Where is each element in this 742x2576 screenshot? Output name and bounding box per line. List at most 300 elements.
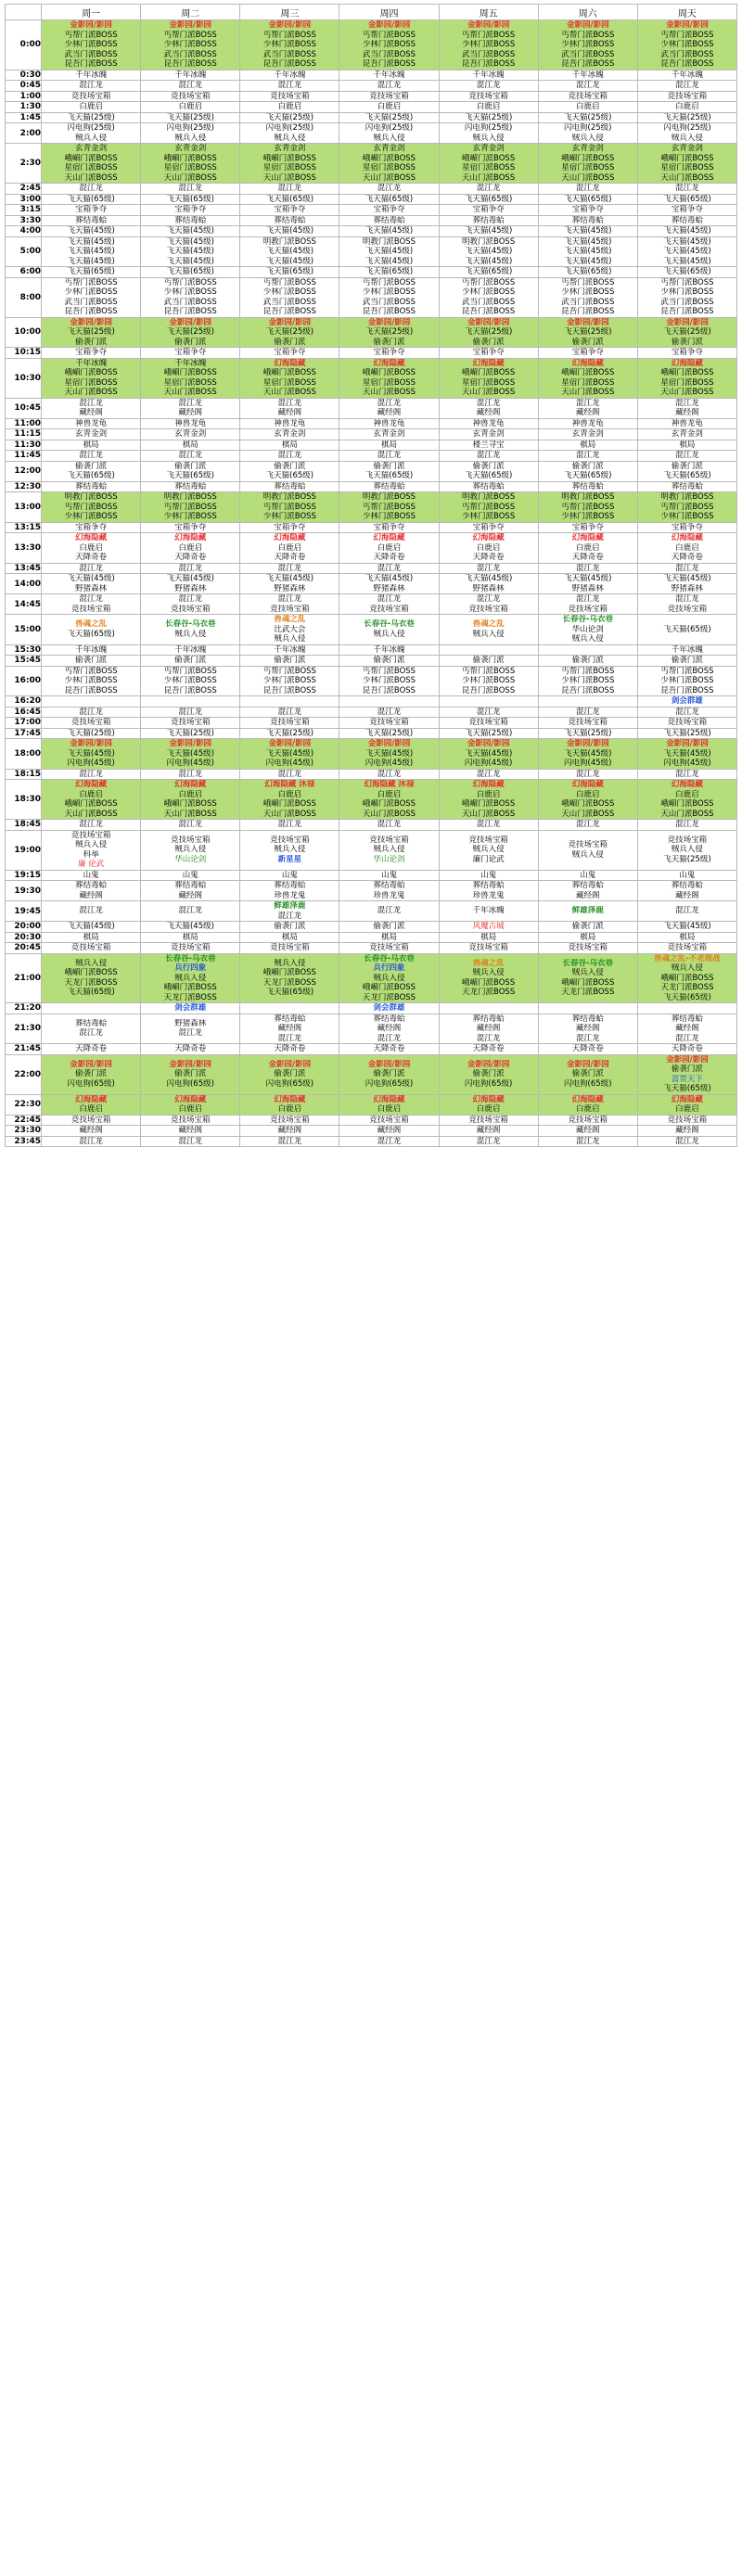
event-label: 混江龙: [377, 820, 402, 829]
event-label: 天降奇卷: [274, 553, 306, 562]
event-label: 飞天猫(45级): [265, 748, 314, 759]
event-label: 飞天猫(65级): [166, 471, 214, 480]
header-day-thu: 周四: [339, 5, 439, 20]
event-label: 混江龙: [79, 81, 103, 90]
schedule-row: [6, 398, 737, 418]
schedule-row: [6, 932, 737, 943]
event-label: 幻海隐藏: [472, 1094, 505, 1104]
event-label: 飞天猫(45级): [67, 256, 115, 266]
schedule-cell: [637, 358, 736, 398]
event-label: 少林门派BOSS: [561, 676, 615, 685]
schedule-cell: [439, 563, 538, 574]
event-label: 混江龙: [79, 1028, 103, 1039]
event-label: 昆吾门派BOSS: [163, 59, 217, 69]
row-time-label: 11:45: [6, 451, 42, 462]
schedule-cell: [339, 1126, 439, 1137]
event-label: 混江龙: [377, 1033, 402, 1043]
event-label: 武当门派BOSS: [64, 49, 118, 59]
event-label: 闪电狗(45级): [663, 759, 711, 768]
event-label: 白鹿启: [476, 789, 501, 799]
event-label: 星宿门派BOSS: [462, 163, 516, 172]
event-label: 金影园/影园: [268, 20, 312, 30]
event-label: 金影园/影园: [566, 1059, 609, 1069]
schedule-row: [6, 492, 737, 523]
event-label: 葬结毒蛤: [571, 881, 604, 890]
schedule-cell: [538, 81, 637, 92]
event-label: 金影园/影园: [169, 20, 212, 30]
event-label: 飞天猫(45级): [166, 748, 214, 759]
event-label: 宝箱争夺: [571, 348, 604, 357]
schedule-cell: [339, 922, 439, 933]
event-label: 峨嵋门派BOSS: [64, 968, 118, 978]
schedule-cell: [141, 1126, 240, 1137]
schedule-cell: [538, 277, 637, 317]
schedule-cell: [637, 123, 736, 144]
schedule-cell: [538, 574, 637, 594]
event-label: 天降奇卷: [75, 553, 108, 562]
schedule-cell: [339, 932, 439, 943]
event-label: 天山门派BOSS: [462, 809, 516, 819]
event-label: 飞天猫(45级): [166, 236, 214, 247]
event-label: 混江龙: [476, 81, 501, 90]
schedule-cell: [637, 184, 736, 195]
schedule-cell: [339, 830, 439, 870]
schedule-cell: [637, 194, 736, 205]
event-label: 混江龙: [79, 594, 103, 604]
schedule-cell: [439, 1094, 538, 1115]
event-label: 丐帮门派BOSS: [163, 277, 217, 287]
event-label: 闪电狗(45级): [464, 759, 513, 768]
event-label: 竞技场宝箱: [568, 604, 608, 614]
schedule-row: [6, 81, 737, 92]
event-label: 天山门派BOSS: [262, 809, 316, 819]
event-label: 武当门派BOSS: [262, 297, 316, 307]
event-label: 峨嵋门派BOSS: [163, 983, 217, 992]
event-label: 兵行四象: [373, 963, 405, 973]
event-label: 天山门派BOSS: [64, 809, 118, 819]
schedule-cell: [240, 656, 339, 667]
event-label: 竞技场宝箱: [568, 718, 608, 727]
event-label: 鲜雄泽鹿: [571, 906, 604, 916]
schedule-cell: [538, 780, 637, 820]
event-label: 幻海隐藏: [571, 533, 604, 542]
event-label: 峨嵋门派BOSS: [462, 368, 516, 377]
event-label: 飞天猫(65级): [663, 624, 711, 634]
event-label: 混江龙: [79, 563, 103, 573]
event-label: 峨嵋门派BOSS: [362, 153, 416, 163]
event-label: 棋局: [281, 932, 298, 942]
event-label: 峨嵋门派BOSS: [660, 799, 714, 809]
schedule-cell: [637, 461, 736, 481]
event-label: 幻海隐藏: [274, 1094, 306, 1104]
event-label: 混江龙: [79, 707, 103, 717]
schedule-cell: [439, 707, 538, 718]
schedule-row: [6, 194, 737, 205]
schedule-cell: [637, 728, 736, 739]
event-label: 白鹿启: [675, 789, 699, 799]
schedule-cell: [339, 728, 439, 739]
event-label: 玄青金剑: [274, 144, 306, 153]
event-label: 飞天猫(25级): [564, 728, 612, 738]
event-label: 玄青金剑: [472, 144, 505, 153]
schedule-row: [6, 267, 737, 278]
schedule-cell: [538, 615, 637, 645]
event-label: 兽魂之乱-不老阁战: [654, 953, 721, 963]
event-label: 闪电狗(45级): [365, 759, 414, 768]
schedule-cell: [240, 451, 339, 462]
event-label: 葬结毒蛤: [274, 215, 306, 225]
schedule-cell: [538, 1136, 637, 1147]
event-label: 山鬼: [480, 870, 497, 880]
event-label: 混江龙: [576, 594, 600, 604]
event-label: 闪电狗(65级): [464, 1078, 513, 1089]
schedule-row: [6, 594, 737, 615]
event-label: 丐帮门派BOSS: [64, 277, 118, 287]
schedule-cell: [339, 820, 439, 831]
schedule-cell: [42, 594, 141, 615]
event-label: 幻海隐藏: [671, 358, 703, 368]
event-label: 昆吾门派BOSS: [362, 685, 416, 695]
schedule-cell: [339, 481, 439, 492]
event-label: 剑会群雄: [373, 1003, 405, 1013]
row-time-label: 18:15: [6, 769, 42, 780]
event-label: 贼兵入侵: [174, 973, 207, 983]
event-label: 少林门派BOSS: [64, 512, 118, 521]
event-label: 闪电狗(65级): [265, 1078, 314, 1089]
event-label: 神兽龙龟: [75, 418, 108, 428]
schedule-cell: [339, 1115, 439, 1126]
schedule-cell: [538, 215, 637, 226]
row-time-label: 19:45: [6, 901, 42, 922]
event-label: 丐帮门派BOSS: [561, 30, 615, 40]
event-label: 少林门派BOSS: [163, 40, 217, 49]
event-label: 天山门派BOSS: [362, 809, 416, 819]
event-label: 武当门派BOSS: [163, 49, 217, 59]
event-label: 混江龙: [178, 820, 202, 829]
schedule-cell: [42, 1044, 141, 1055]
event-label: 天降奇卷: [671, 1044, 703, 1053]
event-label: 飞天猫(65级): [265, 988, 314, 998]
event-label: 葬结毒蛤: [274, 1014, 306, 1024]
event-label: 竞技场宝箱: [468, 1115, 508, 1125]
event-label: 混江龙: [79, 820, 103, 829]
row-time-label: 18:30: [6, 780, 42, 820]
row-time-label: 11:15: [6, 429, 42, 440]
event-label: 竞技场宝箱: [170, 1115, 211, 1125]
row-time-label: 20:30: [6, 932, 42, 943]
schedule-cell: [141, 81, 240, 92]
schedule-cell: [141, 739, 240, 770]
schedule-cell: [637, 1094, 736, 1115]
schedule-cell: [538, 901, 637, 922]
schedule-cell: [439, 112, 538, 123]
event-label: 昆吾门派BOSS: [462, 685, 516, 695]
row-time-label: 6:00: [6, 267, 42, 278]
schedule-cell: [141, 358, 240, 398]
event-label: 千年冰魄: [274, 70, 306, 80]
event-label: 飞天猫(45级): [663, 236, 711, 247]
row-time-label: 2:45: [6, 184, 42, 195]
event-label: 飞天猫(65级): [663, 471, 711, 480]
event-label: 偷袭门派: [174, 656, 207, 665]
event-label: 白鹿启: [178, 789, 202, 799]
schedule-row: [6, 205, 737, 216]
schedule-cell: [42, 317, 141, 348]
event-label: 飞天猫(45级): [365, 748, 414, 759]
event-label: 白鹿启: [277, 542, 302, 553]
event-label: 金影园/影园: [467, 317, 510, 327]
row-time-label: 12:00: [6, 461, 42, 481]
schedule-cell: [637, 348, 736, 359]
row-time-label: 18:45: [6, 820, 42, 831]
schedule-cell: [637, 81, 736, 92]
event-label: 昆吾门派BOSS: [262, 59, 316, 69]
event-label: 竞技场宝箱: [667, 835, 708, 845]
schedule-cell: [637, 901, 736, 922]
event-label: 葬结毒蛤: [472, 215, 505, 225]
schedule-cell: [439, 481, 538, 492]
event-label: 天降奇卷: [174, 553, 207, 562]
event-label: 长春谷-乌衣巷: [562, 615, 614, 624]
event-label: 棋局: [580, 932, 596, 942]
event-label: 幻海隐藏: [274, 533, 306, 542]
row-time-label: 2:00: [6, 123, 42, 144]
event-label: 偷袭门派: [75, 1069, 108, 1079]
event-label: 混江龙: [576, 707, 600, 717]
schedule-cell: [42, 696, 141, 708]
schedule-cell: [538, 429, 637, 440]
schedule-cell: [141, 932, 240, 943]
event-label: 混江龙: [277, 81, 302, 90]
schedule-cell: [339, 1094, 439, 1115]
event-label: 飞天猫(45级): [564, 226, 612, 236]
schedule-row: [6, 461, 737, 481]
event-label: 昆吾门派BOSS: [561, 685, 615, 695]
event-label: 混江龙: [377, 769, 402, 779]
event-label: 闪电狗(25级): [67, 123, 115, 133]
event-label: 竞技场宝箱: [170, 943, 211, 952]
event-label: 金影园/影园: [566, 317, 609, 327]
event-label: 混江龙: [377, 594, 402, 604]
schedule-row: [6, 780, 737, 820]
schedule-cell: [240, 277, 339, 317]
event-label: 棋局: [679, 440, 696, 450]
event-label: 少林门派BOSS: [262, 512, 316, 521]
schedule-cell: [42, 348, 141, 359]
event-label: 贼兵入侵: [274, 634, 306, 644]
schedule-cell: [339, 226, 439, 237]
event-label: 天降奇卷: [174, 1044, 207, 1053]
event-label: 混江龙: [79, 769, 103, 779]
schedule-cell: [42, 769, 141, 780]
event-label: 天降奇卷: [75, 1044, 108, 1053]
event-label: 昆吾门派BOSS: [362, 59, 416, 69]
event-label: 混江龙: [79, 451, 103, 460]
event-label: 飞天猫(65级): [265, 194, 314, 204]
event-label: 昆吾门派BOSS: [362, 307, 416, 316]
event-label: 兵行四象: [174, 963, 207, 973]
schedule-cell: [240, 184, 339, 195]
schedule-cell: [141, 644, 240, 656]
event-label: 飞天猫(65级): [67, 988, 115, 998]
event-label: 飞天猫(65级): [663, 194, 711, 204]
schedule-cell: [42, 820, 141, 831]
event-label: 山鬼: [83, 870, 99, 880]
schedule-cell: [42, 112, 141, 123]
schedule-cell: [339, 615, 439, 645]
event-label: 宝箱争夺: [274, 205, 306, 214]
event-label: 丐帮门派BOSS: [362, 502, 416, 512]
schedule-row: [6, 901, 737, 922]
event-label: 兽魂之乱: [274, 615, 306, 624]
event-label: 少林门派BOSS: [262, 676, 316, 685]
event-label: 葬结毒蛤: [174, 881, 207, 890]
schedule-cell: [637, 317, 736, 348]
event-label: 星宿门派BOSS: [64, 377, 118, 388]
schedule-cell: [538, 656, 637, 667]
schedule-cell: [339, 144, 439, 184]
schedule-cell: [538, 358, 637, 398]
schedule-cell: [339, 666, 439, 696]
event-label: 飞天猫(45级): [67, 247, 115, 256]
event-label: 偷袭门派: [373, 337, 405, 347]
schedule-cell: [339, 943, 439, 954]
event-label: 幻海隐藏: [75, 780, 108, 789]
schedule-cell: [339, 461, 439, 481]
schedule-cell: [42, 615, 141, 645]
event-label: 飞天猫(45级): [166, 574, 214, 583]
schedule-cell: [339, 533, 439, 564]
row-time-label: 13:30: [6, 533, 42, 564]
schedule-cell: [538, 184, 637, 195]
event-label: 峨嵋门派BOSS: [262, 968, 316, 978]
schedule-cell: [141, 718, 240, 729]
schedule-cell: [42, 277, 141, 317]
schedule-cell: [339, 184, 439, 195]
event-label: 山鬼: [281, 870, 298, 880]
schedule-cell: [339, 215, 439, 226]
schedule-cell: [339, 1054, 439, 1094]
event-label: 千年冰魄: [671, 70, 703, 80]
schedule-cell: [538, 830, 637, 870]
event-label: 混江龙: [178, 594, 202, 604]
schedule-row: [6, 451, 737, 462]
event-label: 新星星: [277, 854, 302, 864]
event-label: 少林门派BOSS: [462, 676, 516, 685]
event-label: 飞天猫(25级): [265, 327, 314, 337]
event-label: 飞天猫(65级): [365, 194, 414, 204]
schedule-cell: [42, 666, 141, 696]
event-label: 混江龙: [277, 594, 302, 604]
schedule-cell: [538, 348, 637, 359]
event-label: 偷袭门派: [274, 922, 306, 931]
event-label: 天龙门派BOSS: [362, 992, 416, 1002]
schedule-cell: [240, 1054, 339, 1094]
event-label: 混江龙: [576, 1033, 600, 1043]
event-label: 混江龙: [178, 1028, 202, 1039]
event-label: 金影园/影园: [169, 739, 212, 748]
row-time-label: 20:00: [6, 922, 42, 933]
schedule-cell: [240, 728, 339, 739]
event-label: 峨嵋门派BOSS: [561, 799, 615, 809]
event-label: 棋局: [182, 440, 198, 450]
schedule-cell: [240, 70, 339, 81]
schedule-cell: [42, 184, 141, 195]
schedule-cell: [141, 277, 240, 317]
schedule-cell: [339, 317, 439, 348]
event-label: 千年冰魄: [274, 644, 306, 655]
event-label: 棋局: [679, 932, 696, 942]
schedule-row: [6, 20, 737, 70]
schedule-cell: [538, 594, 637, 615]
event-label: 闪电狗(65级): [365, 1078, 414, 1089]
event-label: 混江龙: [377, 707, 402, 717]
event-label: 金影园/影园: [169, 1059, 212, 1069]
event-label: 竞技场宝箱: [369, 1115, 409, 1125]
event-label: 飞天猫(25级): [663, 327, 711, 337]
schedule-cell: [538, 481, 637, 492]
event-label: 丐帮门派BOSS: [660, 502, 714, 512]
schedule-cell: [439, 1054, 538, 1094]
event-label: 飞天猫(25级): [265, 112, 314, 122]
schedule-body: [6, 20, 737, 1147]
schedule-cell: [538, 317, 637, 348]
event-label: 竞技场宝箱: [667, 1115, 708, 1125]
schedule-cell: [141, 418, 240, 429]
schedule-cell: [439, 70, 538, 81]
event-label: 贼兵入侵: [472, 845, 505, 855]
event-label: 混江龙: [476, 184, 501, 193]
event-label: 丐帮门派BOSS: [64, 30, 118, 40]
event-label: 玄青金剑: [75, 429, 108, 439]
event-label: 飞天猫(65级): [464, 267, 513, 276]
event-label: 丐帮门派BOSS: [262, 30, 316, 40]
event-label: 混江龙: [178, 398, 202, 408]
schedule-cell: [339, 451, 439, 462]
event-label: 剑会群雄: [174, 1003, 207, 1013]
schedule-cell: [439, 91, 538, 102]
schedule-cell: [240, 1126, 339, 1137]
event-label: 幻海隐藏: [373, 1094, 405, 1104]
schedule-cell: [339, 358, 439, 398]
event-label: 丐帮门派BOSS: [660, 666, 714, 676]
event-label: 贼兵入侵: [373, 845, 405, 855]
row-time-label: 22:45: [6, 1115, 42, 1126]
schedule-row: [6, 1094, 737, 1115]
schedule-row: [6, 718, 737, 729]
header-day-tue: 周二: [141, 5, 240, 20]
event-label: 昆吾门派BOSS: [262, 685, 316, 695]
event-label: 藏经阁: [277, 1126, 302, 1135]
event-label: 飞天猫(65级): [564, 267, 612, 276]
schedule-cell: [240, 696, 339, 708]
event-label: 飞天猫(25级): [166, 327, 214, 337]
event-label: 少林门派BOSS: [163, 287, 217, 297]
event-label: 幻海隐藏 沐禄: [264, 780, 315, 789]
event-label: 飞天猫(25级): [464, 112, 513, 122]
event-label: 竞技场宝箱: [667, 604, 708, 614]
event-label: 宝箱争夺: [373, 522, 405, 532]
schedule-cell: [240, 533, 339, 564]
event-label: 竞技场宝箱: [568, 91, 608, 101]
event-label: 偷袭门派: [274, 461, 306, 471]
row-time-label: 3:30: [6, 215, 42, 226]
event-label: 峨嵋门派BOSS: [64, 799, 118, 809]
event-label: 混江龙: [675, 398, 699, 408]
event-label: 丐帮门派BOSS: [561, 502, 615, 512]
row-time-label: 22:30: [6, 1094, 42, 1115]
schedule-cell: [42, 563, 141, 574]
